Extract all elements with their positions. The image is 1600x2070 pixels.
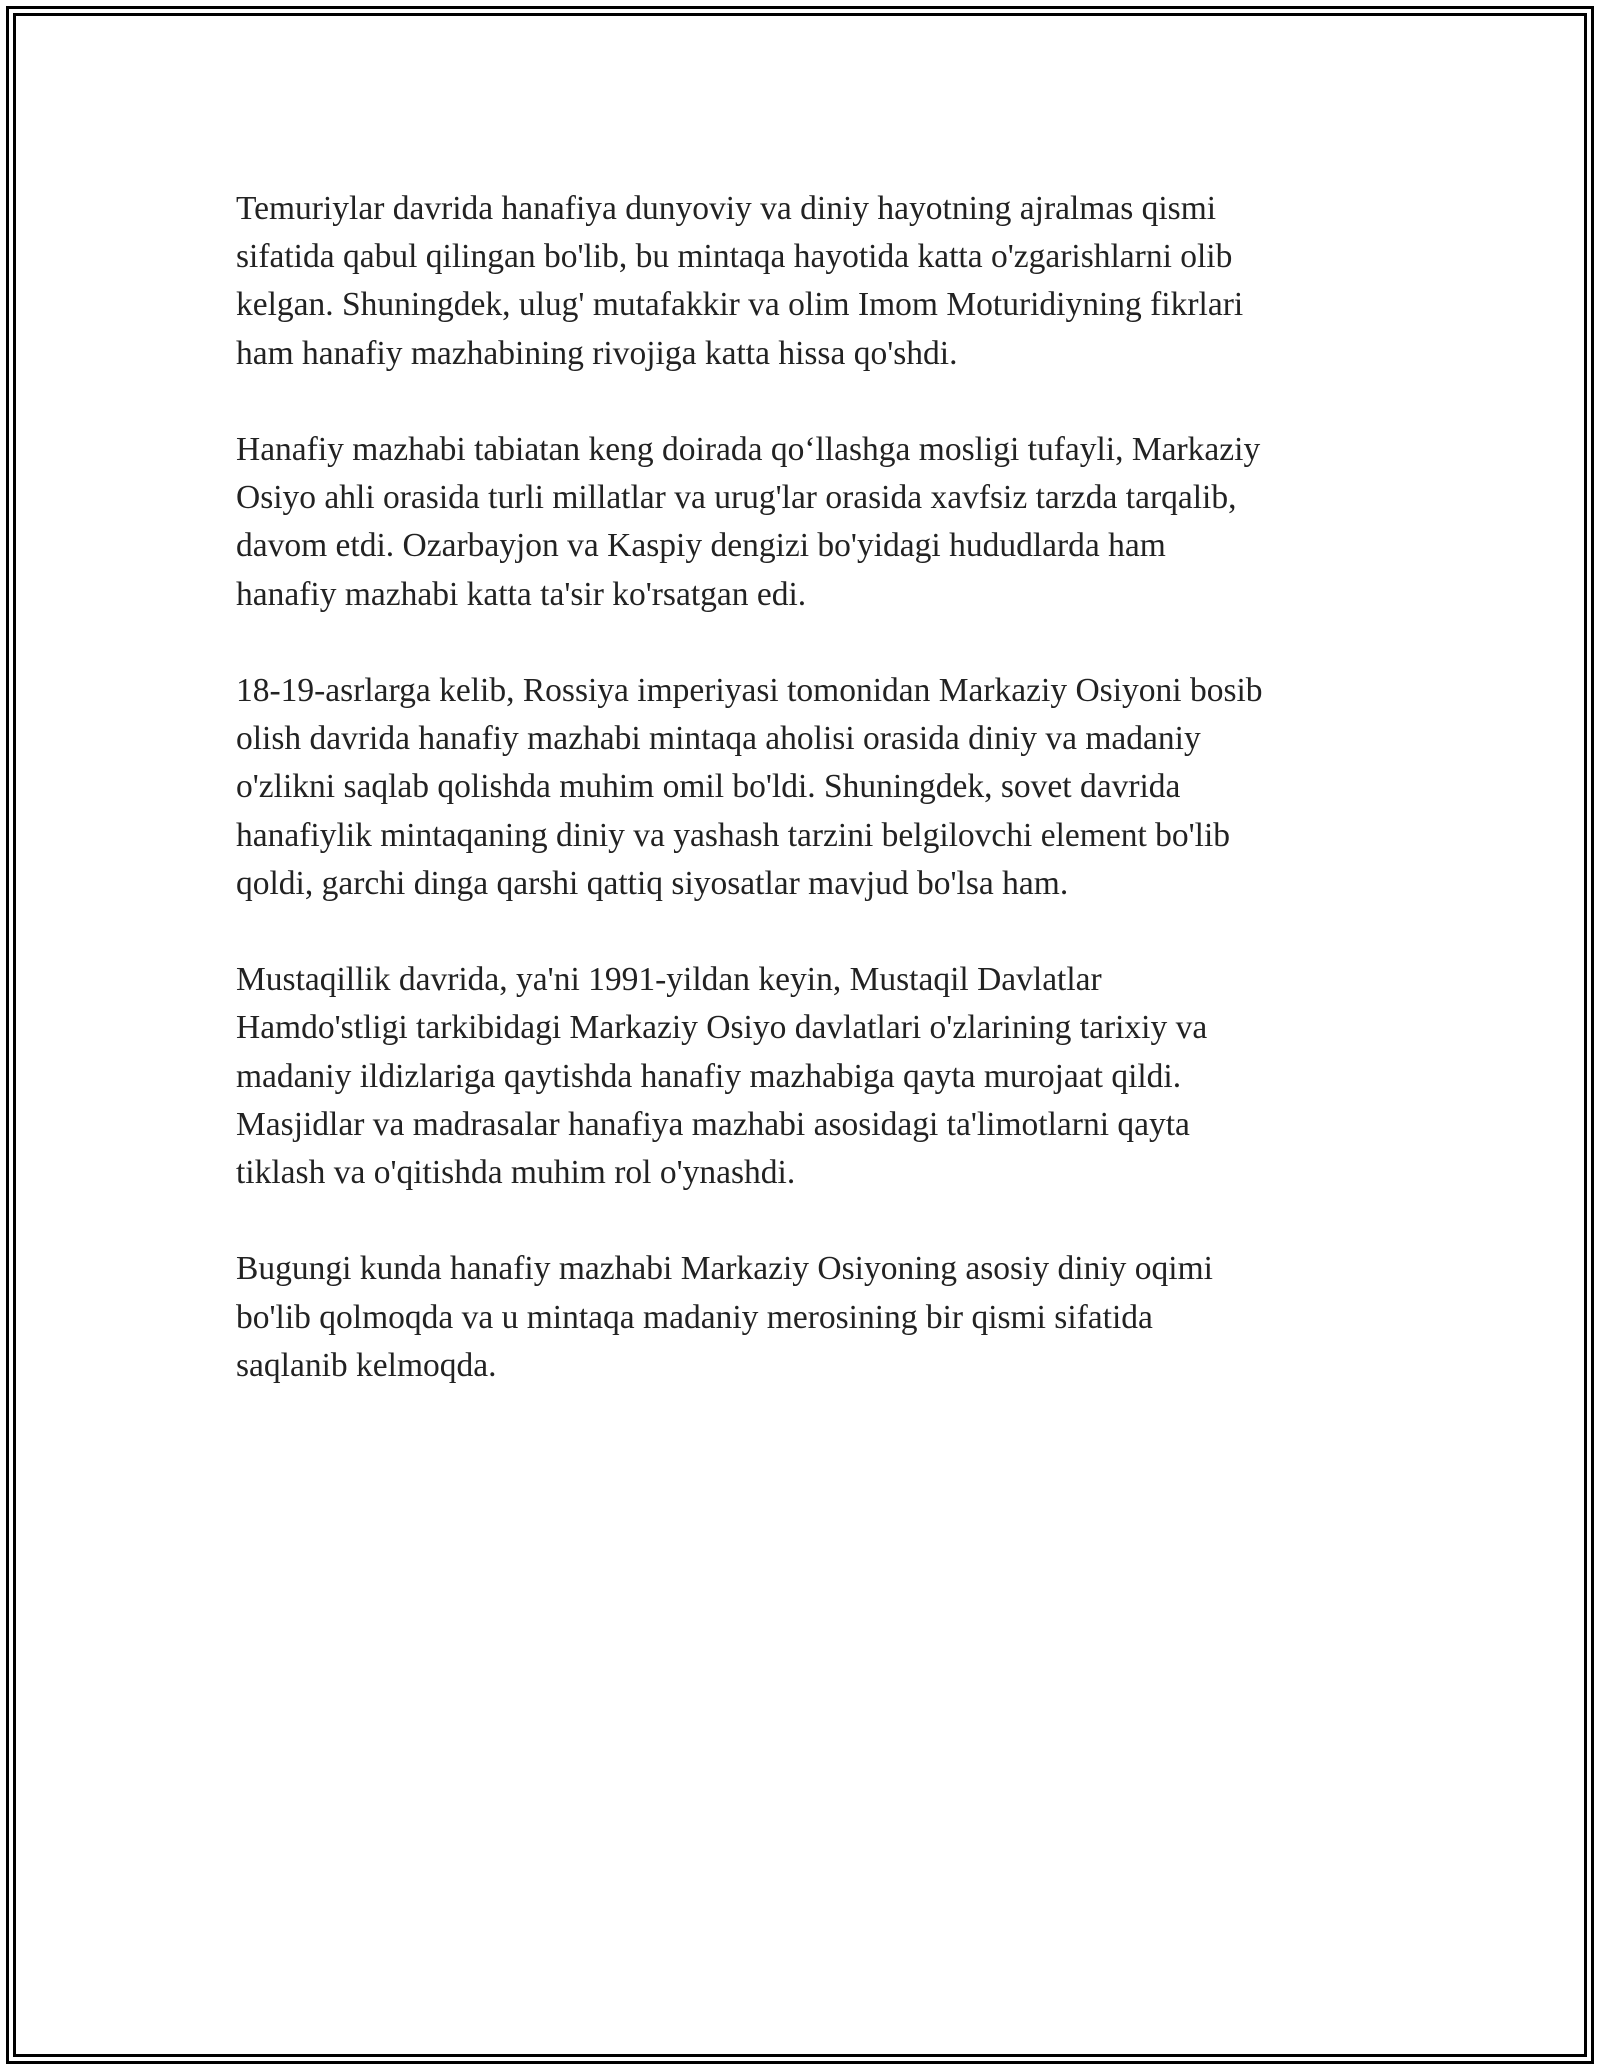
text-line: davom etdi. Ozarbayjon va Kaspiy dengizi bo'yidagi hududlarda ham [236,527,1166,565]
paragraph [236,1245,1366,1390]
text-line: Bugungi kunda hanafiy mazhabi Markaziy Osiyoning asosiy diniy oqimi [236,1250,1213,1288]
text-line: olish davrida hanafiy mazhabi mintaqa aholisi orasida diniy va madaniy [236,720,1201,758]
text-line: Temuriylar davrida hanafiya dunyoviy va diniy hayotning ajralmas qismi [236,190,1217,227]
text-line: hanafiylik mintaqaning diniy va yashash tarzini belgilovchi element bo'lib [236,816,1231,854]
text-line: tiklash va o'qitishda muhim rol o'ynashdi. [236,1154,796,1192]
text-line: bo'lib qolmoqda va u mintaqa madaniy merosining bir qismi sifatida [236,1298,1153,1336]
text-line: saqlanib kelmoqda. [236,1346,497,1384]
text-line: kelgan. Shuningdek, ulug' mutafakkir va olim Imom Moturidiyning fikrlari [236,286,1244,324]
paragraph [236,185,1366,378]
text-line: Hamdo'stligi tarkibidagi Markaziy Osiyo davlatlari o'zlarining tarixiy va [236,1009,1208,1047]
text-line: sifatida qabul qilingan bo'lib, bu mintaqa hayotida katta o'zgarishlarni olib [236,238,1233,276]
text-line: hanafiy mazhabi katta ta'sir ko'rsatgan edi. [236,575,807,613]
paragraph [236,667,1366,908]
text-line: 18-19-asrlarga kelib, Rossiya imperiyasi tomonidan Markaziy Osiyoni bosib [236,672,1263,709]
text-line: Hanafiy mazhabi tabiatan keng doirada qo‘llashga mosligi tufayli, Markaziy [236,431,1261,468]
text-line: ham hanafiy mazhabining rivojiga katta hissa qo'shdi. [236,334,958,372]
text-line: o'zlikni saqlab qolishda muhim omil bo'ldi. Shuningdek, sovet davrida [236,768,1181,806]
paragraph [236,426,1366,619]
text-line: Masjidlar va madrasalar hanafiya mazhabi asosidagi ta'limotlarni qayta [236,1105,1190,1143]
text-line: madaniy ildizlariga qaytishda hanafiy mazhabiga qayta murojaat qildi. [236,1057,1182,1095]
document-body [236,185,1366,1438]
text-line: Osiyo ahli orasida turli millatlar va urug'lar orasida xavfsiz tarzda tarqalib, [236,479,1237,517]
text-line: Mustaqillik davrida, ya'ni 1991-yildan keyin, Mustaqil Davlatlar [236,961,1102,999]
text-line: qoldi, garchi dinga qarshi qattiq siyosatlar mavjud bo'lsa ham. [236,864,1069,902]
paragraph [236,956,1366,1197]
